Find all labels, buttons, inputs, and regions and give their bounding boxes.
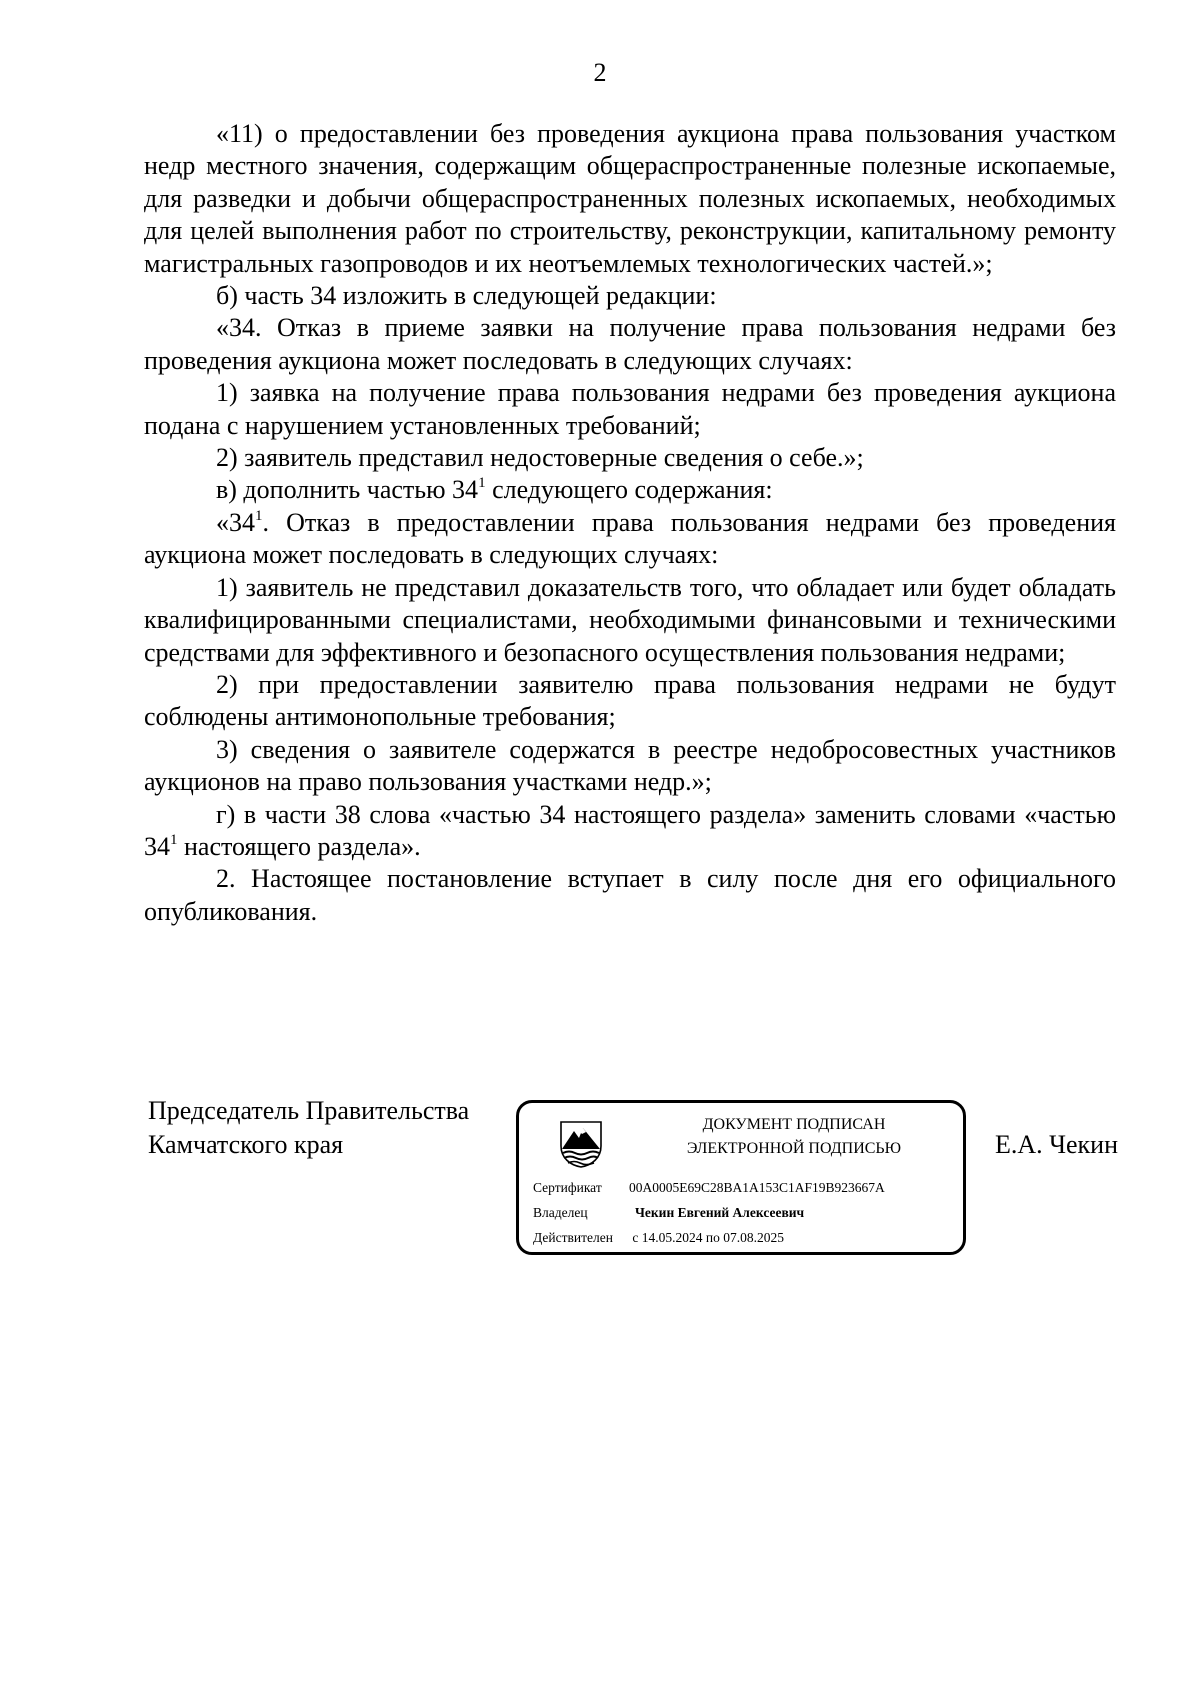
- superscript: 1: [255, 507, 263, 524]
- stamp-validity-row: [533, 1229, 784, 1247]
- superscript: 1: [478, 475, 486, 492]
- valid-to-prefix: по: [705, 1230, 720, 1245]
- signatory-title: [148, 1094, 469, 1162]
- text-fragment: «34: [216, 507, 255, 537]
- signatory-name: Е.А. Чекин: [994, 1130, 1118, 1159]
- stamp-header-line: ДОКУМЕНТ ПОДПИСАН: [702, 1116, 886, 1133]
- text-fragment: следующего содержания:: [485, 475, 773, 505]
- paragraph-part-34-1: [144, 507, 1116, 572]
- superscript: 1: [170, 831, 178, 848]
- stamp-header: [629, 1113, 959, 1161]
- document-body: [144, 118, 1116, 928]
- text-fragment: настоящего раздела».: [177, 831, 421, 861]
- valid-to-date: 07.08.2025: [723, 1230, 784, 1245]
- paragraph-effective-date: 2. Настоящее постановление вступает в силу после дня его официального опубликования.: [144, 864, 1116, 926]
- paragraph-34-1-item-3: 3) сведения о заявителе содержатся в реестре недобросовестных участников аукционов на право пользования участками недр.»;: [144, 734, 1116, 797]
- signatory-title-line: Камчатского края: [148, 1130, 344, 1159]
- validity-label: Действителен: [533, 1230, 613, 1245]
- valid-from-date: 14.05.2024: [641, 1230, 703, 1245]
- valid-from-prefix: с: [632, 1230, 639, 1245]
- paragraph-g: [144, 799, 1116, 864]
- paragraph-34-item-1: 1) заявка на получение права пользования недрами без проведения аукциона подана с нарушением установленных требований;: [144, 378, 1116, 440]
- text-fragment: . Отказ в предоставлении права пользования недрами без проведения аукциона может последовать в следующих случаях:: [144, 507, 1116, 570]
- paragraph-34-1-item-1: 1) заявитель не представил доказательств того, что обладает или будет обладать квалифицированными специалистами, необходимыми финансовыми и техническими средствами для эффективного и безопасного осуществления пользования недрами;: [144, 572, 1116, 667]
- signatory-title-line: Председатель Правительства: [148, 1096, 470, 1125]
- owner-value: Чекин Евгений Алексеевич: [635, 1205, 805, 1220]
- kamchatka-coat-of-arms-icon: [557, 1119, 605, 1169]
- paragraph-34-1-item-2: 2) при предоставлении заявителю права пользования недрами не будут соблюдены антимонопольные требования;: [144, 669, 1116, 732]
- stamp-owner-row: [533, 1204, 804, 1222]
- paragraph-11-subitem: «11) о предоставлении без проведения аукциона права пользования участком недр местного значения, содержащим общераспространенные полезные ископаемые, для разведки и добычи общераспространенных полезных ископаемых, необходимых для целей выполнения работ по строительству, реконструкции, капитальному ремонту магистральных газопроводов и их неотъемлемых технологических частей.»;: [144, 119, 1116, 278]
- stamp-header-line: ЭЛЕКТРОННОЙ ПОДПИСЬЮ: [686, 1140, 902, 1157]
- paragraph-v: [144, 474, 1116, 506]
- text-fragment: г) в части 38 слова «частью 34 настоящего раздела» заменить словами «частью 34: [144, 799, 1116, 861]
- electronic-signature-stamp: [516, 1100, 966, 1255]
- paragraph-part-34: «34. Отказ в приеме заявки на получение права пользования недрами без проведения аукциона может последовать в следующих случаях:: [144, 313, 1116, 375]
- owner-label: Владелец: [533, 1205, 588, 1220]
- paragraph-34-item-2: 2) заявитель представил недостоверные сведения о себе.»;: [216, 443, 864, 473]
- stamp-certificate-row: [533, 1179, 885, 1197]
- text-fragment: в) дополнить частью 34: [216, 475, 479, 505]
- page-number: 2: [593, 58, 607, 87]
- certificate-label: Сертификат: [533, 1180, 602, 1195]
- certificate-value: 00A0005E69C28BA1A153C1AF19B923667A: [629, 1180, 885, 1195]
- paragraph-b: б) часть 34 изложить в следующей редакции:: [216, 281, 717, 311]
